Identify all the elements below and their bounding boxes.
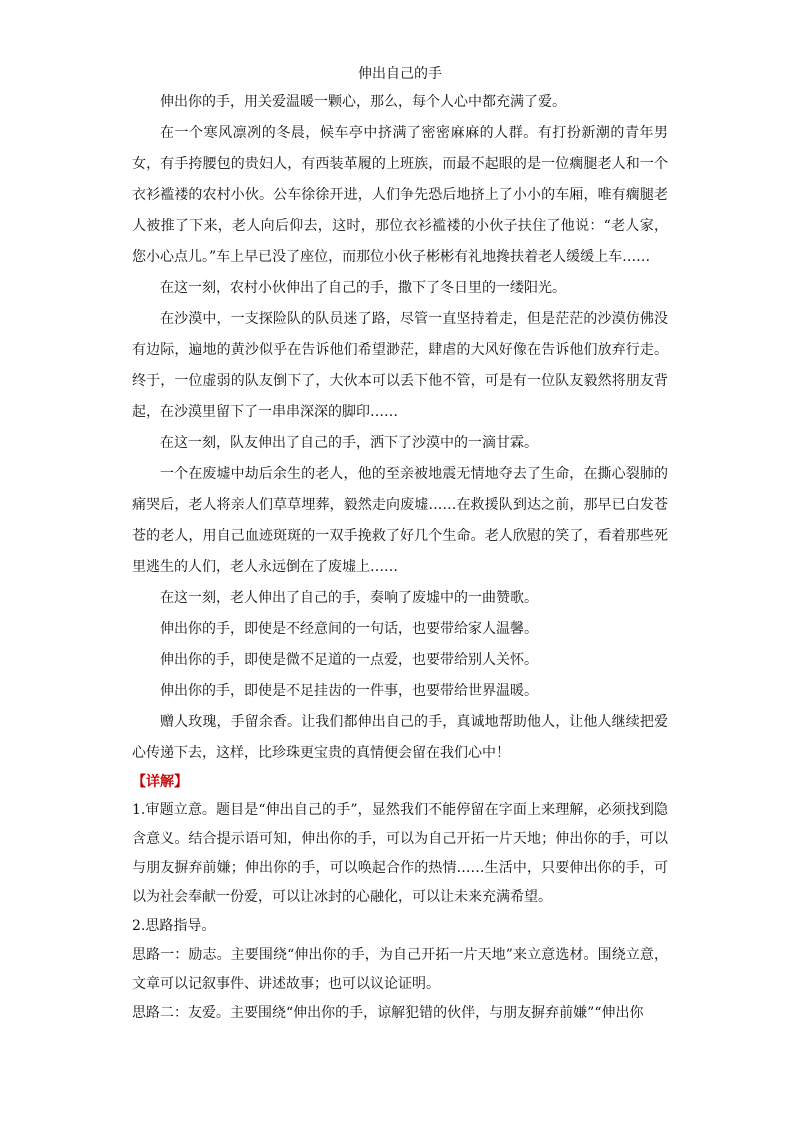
document-page xyxy=(132,62,668,1028)
essay-paragraph: 在这一刻，队友伸出了自己的手，洒下了沙漠中的一滴甘霖。 xyxy=(160,435,538,451)
detail-paragraph: 思路一：励志。主要围绕“伸出你的手，为自己开拓一片天地”来立意选材。围绕立意，文章可以记叙事件、讲述故事；也可以议论证明。 xyxy=(132,947,668,992)
detail-heading: 【详解】 xyxy=(132,774,188,790)
essay-paragraph: 在这一刻，农村小伙伸出了自己的手，撒下了冬日里的一缕阳光。 xyxy=(160,280,566,296)
essay-paragraph: 一个在废墟中劫后余生的老人，他的至亲被地震无情地夺去了生命，在撕心裂肺的痛哭后，老人将亲人们草草埋葬，毅然走向废墟……在救援队到达之前，那早已白发苍苍的老人，用自己血迹斑斑的一双手挽救了好几个生命。老人欣慰的笑了，看着那些死里逃生的人们，老人永远倒在了废墟上…… xyxy=(132,466,668,575)
essay-title: 伸出自己的手 xyxy=(358,66,442,82)
essay-paragraph: 伸出你的手，即使是不经意间的一句话，也要带给家人温馨。 xyxy=(160,621,538,637)
detail-section xyxy=(132,769,668,1028)
detail-paragraph: 1.审题立意。题目是“伸出自己的手”，显然我们不能停留在字面上来理解，必须找到隐含意义。结合提示语可知，伸出你的手，可以为自己开拓一片天地；伸出你的手，可以与朋友摒弃前嫌；伸出你的手，可以唤起合作的热情……生活中，只要伸出你的手，可以为社会奉献一份爱，可以让冰封的心融化，可以让未来充满希望。 xyxy=(132,802,668,905)
essay-paragraph: 在沙漠中，一支探险队的队员迷了路，尽管一直坚持着走，但是茫茫的沙漠仿佛没有边际，遍地的黄沙似乎在告诉他们希望渺茫，肆虐的大风好像在告诉他们放弃行走。终于，一位虚弱的队友倒下了，大伙本可以丢下他不管，可是有一位队友毅然将朋友背起，在沙漠里留下了一串串深深的脚印…… xyxy=(132,311,668,420)
essay-paragraph: 赠人玫瑰，手留余香。让我们都伸出自己的手，真诚地帮助他人，让他人继续把爱心传递下去，这样，比珍珠更宝贵的真情便会留在我们心中！ xyxy=(132,714,668,761)
essay-paragraph: 伸出你的手，即使是不足挂齿的一件事，也要带给世界温暖。 xyxy=(160,683,538,699)
detail-paragraph: 2.思路指导。 xyxy=(132,918,216,934)
detail-paragraph: 思路二：友爱。主要围绕“伸出你的手，谅解犯错的伙伴，与朋友摒弃前嫌”“伸出你 xyxy=(132,1005,644,1021)
essay-paragraph: 在这一刻，老人伸出了自己的手，奏响了废墟中的一曲赞歌。 xyxy=(160,590,538,606)
essay-paragraph: 在一个寒风凛冽的冬晨，候车亭中挤满了密密麻麻的人群。有打扮新潮的青年男女，有手挎腰包的贵妇人，有西装革履的上班族，而最不起眼的是一位瘸腿老人和一个衣衫褴褛的农村小伙。公车徐徐开进，人们争先恐后地挤上了小小的车厢，唯有瘸腿老人被推了下来，老人向后仰去，这时，那位衣衫褴褛的小伙子扶住了他说：“老人家，您小心点儿。”车上早已没了座位，而那位小伙子彬彬有礼地搀扶着老人缓缓上车…… xyxy=(132,125,668,265)
essay-paragraph: 伸出你的手，用关爱温暖一颗心，那么，每个人心中都充满了爱。 xyxy=(160,94,566,110)
essay-body xyxy=(132,90,668,769)
essay-paragraph: 伸出你的手，即使是微不足道的一点爱，也要带给别人关怀。 xyxy=(160,652,538,668)
